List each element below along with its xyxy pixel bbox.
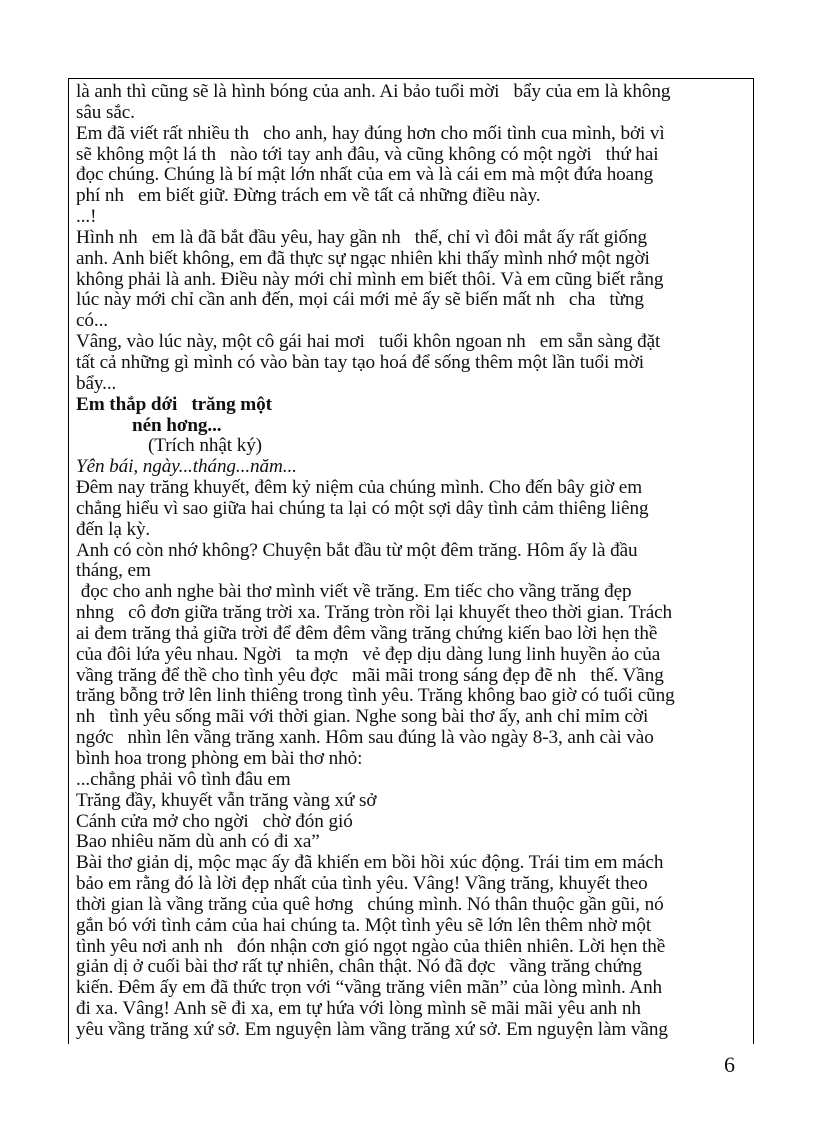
text-line: (Trích nhật ký) <box>148 436 262 457</box>
text-line: đọc chúng. Chúng là bí mật lớn nhất của em và là cái em mà một đứa hoang <box>76 165 654 186</box>
text-line: anh. Anh biết không, em đã thực sự ngạc nhiên khi thấy mình nhớ một ngời <box>76 248 650 269</box>
text-line: đọc cho anh nghe bài thơ mình viết về trăng. Em tiếc cho vầng trăng đẹp <box>76 582 632 603</box>
text-line: nhng cô đơn giữa trăng trời xa. Trăng tròn rồi lại khuyết theo thời gian. Trách <box>76 603 673 624</box>
text-line: Anh có còn nhớ không? Chuyện bắt đầu từ một đêm trăng. Hôm ấy là đầu <box>76 540 638 561</box>
text-line: Cánh cửa mở cho ngời chờ đón gió <box>76 811 353 832</box>
text-line: chẳng hiểu vì sao giữa hai chúng ta lại có một sợi dây tình cảm thiêng liêng <box>76 498 649 519</box>
text-line: Đêm nay trăng khuyết, đêm kỷ niệm của chúng mình. Cho đến bây giờ em <box>76 478 643 499</box>
text-line: nén hơng... <box>132 415 222 436</box>
text-line: giản dị ở cuối bài thơ rất tự nhiên, chân thật. Nó đã đợc vầng trăng chứng <box>76 957 642 978</box>
text-line: tháng, em <box>76 561 151 582</box>
text-line: Hình nh em là đã bắt đầu yêu, hay gần nh thế, chỉ vì đôi mắt ấy rất giống <box>76 227 647 248</box>
text-line: lúc này mới chỉ cần anh đến, mọi cái mới mẻ ấy sẽ biến mất nh cha từng <box>76 290 644 311</box>
document-body <box>76 82 752 1041</box>
text-line: Em đã viết rất nhiều th cho anh, hay đúng hơn cho mối tình cua mình, bởi vì <box>76 123 665 144</box>
text-line: Bài thơ giản dị, mộc mạc ấy đã khiến em bồi hồi xúc động. Trái tim em mách <box>76 853 664 874</box>
text-line: ngớc nhìn lên vầng trăng xanh. Hôm sau đúng là vào ngày 8-3, anh cài vào <box>76 728 654 749</box>
text-line: Yên bái, ngày...tháng...năm... <box>76 457 297 478</box>
text-line: bảo em rằng đó là lời đẹp nhất của tình yêu. Vâng! Vầng trăng, khuyết theo <box>76 874 648 895</box>
text-line: nh tình yêu sống mãi với thời gian. Nghe song bài thơ ấy, anh chỉ mỉm cời <box>76 707 649 728</box>
text-line: sâu sắc. <box>76 102 135 123</box>
text-line: Em thắp dới trăng một <box>76 394 272 415</box>
text-line: phí nh em biết giữ. Đừng trách em về tất cả những điều này. <box>76 186 541 207</box>
text-line: yêu vầng trăng xứ sở. Em nguyện làm vầng trăng xứ sở. Em nguyện làm vầng <box>76 1019 668 1040</box>
text-line: sẽ không một lá th nào tới tay anh đâu, và cũng không có một ngời thứ hai <box>76 144 659 165</box>
text-line: bẩy... <box>76 373 117 394</box>
text-line: không phải là anh. Điều này mới chỉ mình em biết thôi. Và em cũng biết rằng <box>76 269 664 290</box>
text-line: có... <box>76 311 109 332</box>
text-line: gắn bó với tình cảm của hai chúng ta. Một tình yêu sẽ lớn lên thêm nhờ một <box>76 915 652 936</box>
text-line: vầng trăng để thề cho tình yêu đợc mãi mãi trong sáng đẹp đẽ nh thế. Vầng <box>76 665 664 686</box>
text-line: ...! <box>76 207 97 228</box>
text-line: Vâng, vào lúc này, một cô gái hai mơi tuổi khôn ngoan nh em sẵn sàng đặt <box>76 332 661 353</box>
text-line: bình hoa trong phòng em bài thơ nhỏ: <box>76 749 363 769</box>
text-line: Trăng đầy, khuyết vẫn trăng vàng xứ sở <box>76 790 377 811</box>
text-line: Bao nhiêu năm dù anh có đi xa” <box>76 832 320 853</box>
text-line: ...chẳng phải vô tình đâu em <box>76 769 291 790</box>
text-line: trăng bỗng trở lên linh thiêng trong tình yêu. Trăng không bao giờ có tuổi cũng <box>76 686 675 707</box>
text-line: đi xa. Vâng! Anh sẽ đi xa, em tự hứa với lòng mình sẽ mãi mãi yêu anh nh <box>76 999 641 1020</box>
text-line: tình yêu nơi anh nh đón nhận cơn gió ngọt ngào của thiên nhiên. Lời hẹn thề <box>76 936 666 957</box>
text-line: tất cả những gì mình có vào bàn tay tạo hoá để sống thêm một lần tuổi mời <box>76 352 644 373</box>
text-line: đến lạ kỳ. <box>76 519 151 540</box>
page-number: 6 <box>724 1052 735 1077</box>
text-line: là anh thì cũng sẽ là hình bóng của anh. Ai bảo tuổi mời bẩy của em là không <box>76 82 671 102</box>
text-line: của đôi lứa yêu nhau. Ngời ta mợn vẻ đẹp dịu dàng lung linh huyền ảo của <box>76 644 661 665</box>
text-line: thời gian là vầng trăng của quê hơng chúng mình. Nó thân thuộc gần gũi, nó <box>76 894 664 915</box>
text-line: kiến. Đêm ấy em đã thức trọn với “vầng trăng viên mãn” của lòng mình. Anh <box>76 978 663 999</box>
text-line: ai đem trăng thả giữa trời để đêm đêm vầng trăng chứng kiến bao lời hẹn thề <box>76 623 658 644</box>
